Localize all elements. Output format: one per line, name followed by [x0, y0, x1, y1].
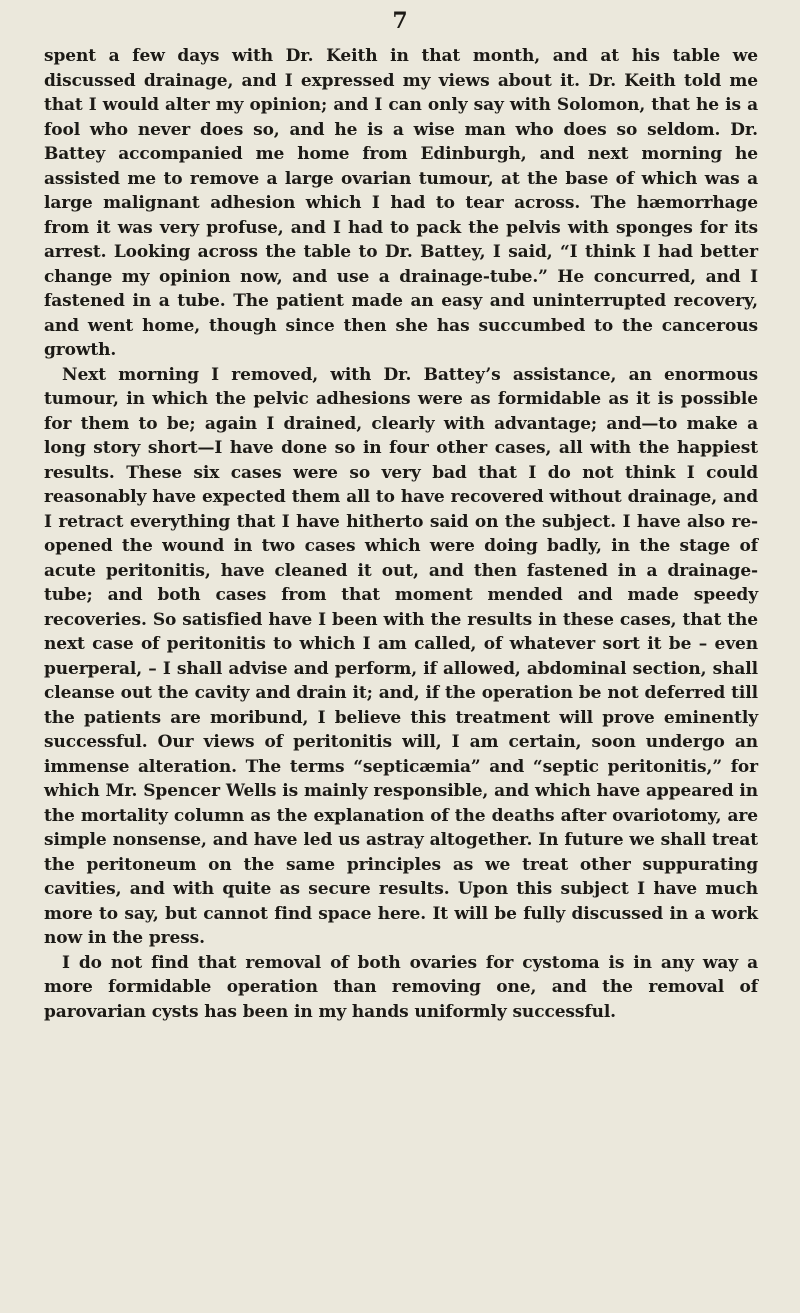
paragraph: Next morning I removed, with Dr. Battey’s assistance, an enormous tumour, in which the pelvic adhesions were as formidable as it is possible for them to be; again I drained, clearly with advantage; and—to make a long story short—I have done so in four other cases, all with the happiest results. These six cases were so very bad that I do not think I could reasonably have expected them all to have recovered without drainage, and I retract everything that I have hitherto said on the subject. I have also re-opened the wound in two cases which were doing badly, in the stage of acute peritonitis, have cleaned it out, and then fastened in a drainage-tube; and both cases from that moment mended and made speedy recoveries. So satisfied have I been with the results in these cases, that the next case of peritonitis to which I am called, of whatever sort it be – even puerperal, – I shall advise and perform, if allowed, abdominal section, shall cleanse out the cavity and drain it; and, if the operation be not deferred till the patients are moribund, I believe this treatment will prove eminently successful. Our views of peritonitis will, I am certain, soon undergo an immense alteration. The terms “septicæmia” and “septic peritonitis,” for which Mr. Spencer Wells is mainly responsible, and which have appeared in the mortality column as the explanation of the deaths after ovariotomy, are simple nonsense, and have led us astray altogether. In future we shall treat the peritoneum on the same principles as we treat other suppurating cavities, and with quite as secure results. Upon this subject I have much more to say, but cannot find space here. It will be fully discussed in a work now in the press.	[44, 364, 758, 948]
paragraph: I do not find that removal of both ovaries for cystoma is in any way a more formidable operation than removing one, and the removal of parovarian cysts has been in my hands uniformly successful.	[44, 952, 758, 1022]
page-number: 7	[392, 8, 408, 34]
paragraph: spent a few days with Dr. Keith in that month, and at his table we discussed drainage, and I expressed my views about it. Dr. Keith told me that I would alter my opinion; and I can only say with Solomon, that he is a fool who never does so, and he is a wise man who does so seldom. Dr. Battey accompanied me home from Edinburgh, and next morning he assisted me to remove a large ovarian tumour, at the base of which was a large malignant adhesion which I had to tear across. The hæmorrhage from it was very profuse, and I had to pack the pelvis with sponges for its arrest. Looking across the table to Dr. Battey, I said, “I think I had better change my opinion now, and use a drainage-tube.” He concurred, and I fastened in a tube. The patient made an easy and uninterrupted recovery, and went home, though since then she has succumbed to the cancerous growth.	[44, 46, 758, 360]
body-text	[44, 44, 758, 1024]
